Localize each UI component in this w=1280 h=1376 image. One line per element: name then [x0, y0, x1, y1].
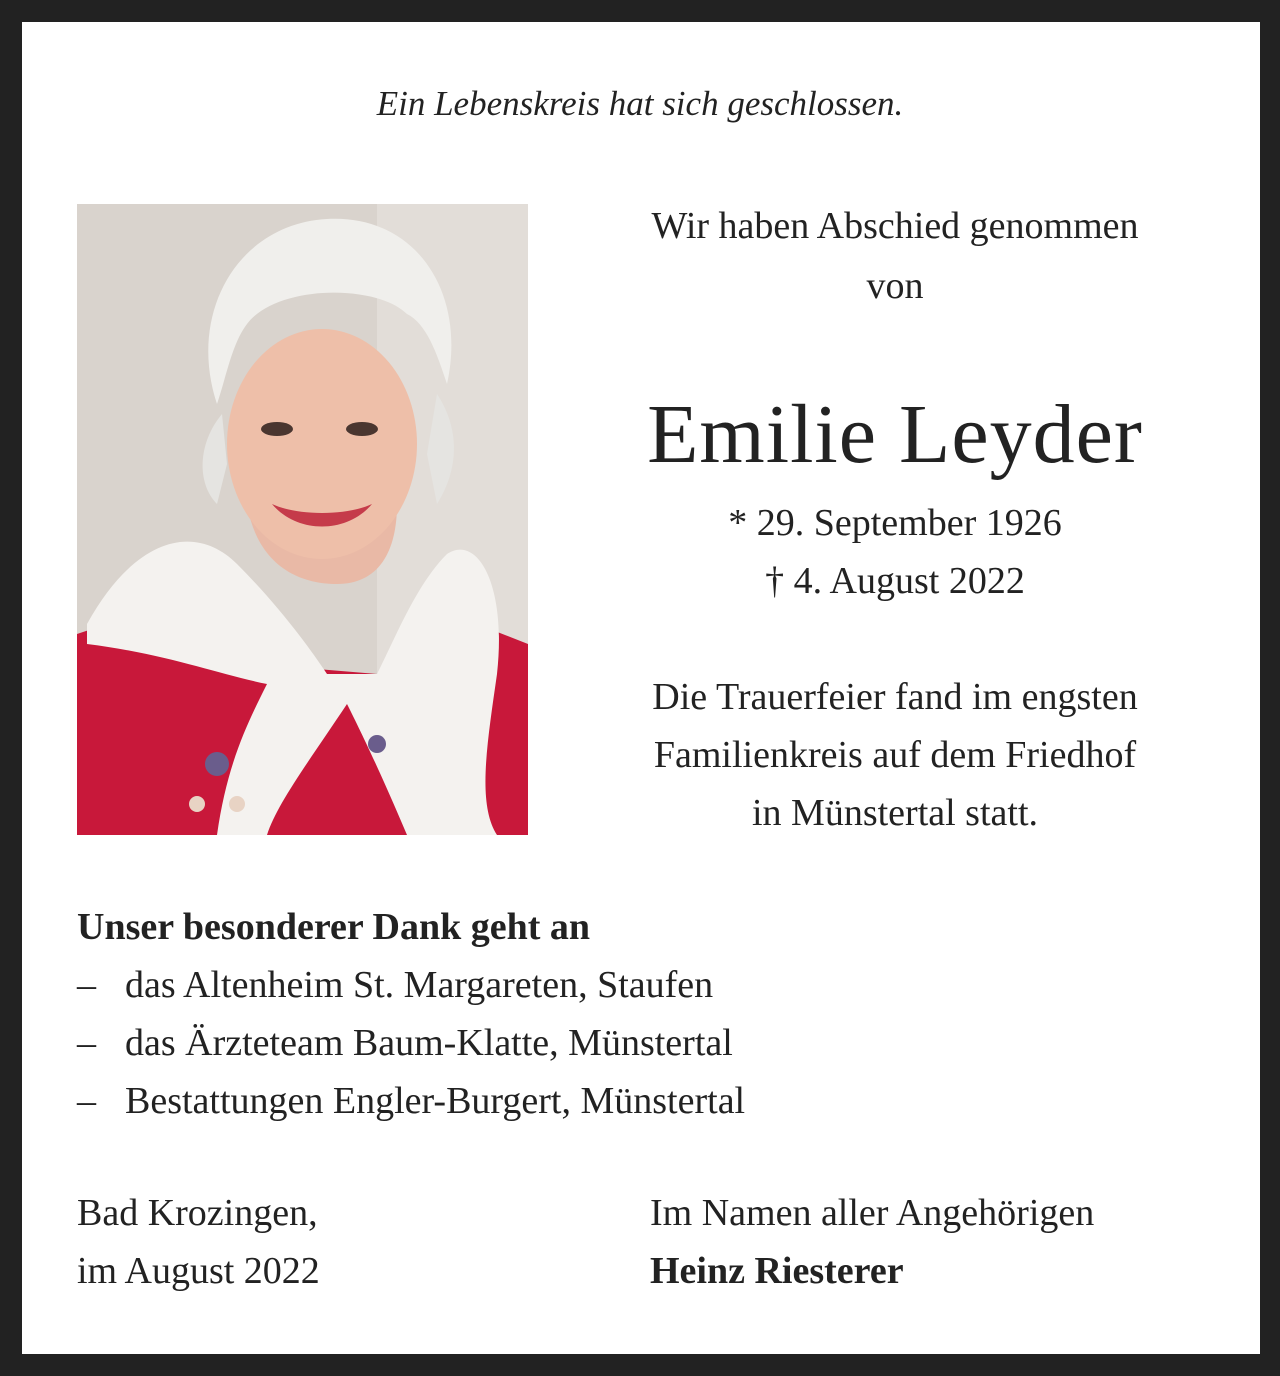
portrait-photo	[77, 204, 528, 835]
thanks-item-text: das Altenheim St. Margareten, Staufen	[125, 964, 714, 1006]
death-date: † 4. August 2022	[765, 560, 1025, 602]
service-line-3: in Münstertal statt.	[751, 792, 1039, 834]
farewell-text	[560, 196, 1230, 316]
list-item	[77, 1014, 1217, 1072]
service-line-2: Familienkreis auf dem Friedhof	[653, 734, 1137, 776]
place-line-2: im August 2022	[77, 1250, 320, 1292]
signer-name: Heinz Riesterer	[650, 1250, 904, 1292]
farewell-line-1: Wir haben Abschied genommen	[651, 205, 1139, 247]
thanks-item-text: Bestattungen Engler-Burgert, Münstertal	[125, 1080, 746, 1122]
signature-block	[650, 1184, 1094, 1300]
life-dates	[560, 494, 1230, 610]
motto: Ein Lebenskreis hat sich geschlossen.	[376, 84, 904, 123]
service-notice	[560, 668, 1230, 842]
list-item	[77, 1072, 1217, 1130]
birth-date: * 29. September 1926	[728, 502, 1062, 544]
thanks-item-text: das Ärzteteam Baum-Klatte, Münstertal	[125, 1022, 733, 1064]
dash-bullet: –	[77, 1022, 96, 1064]
place-date	[77, 1184, 320, 1300]
thanks-section	[77, 898, 1217, 1130]
thanks-title: Unser besonderer Dank geht an	[77, 906, 591, 948]
list-item	[77, 956, 1217, 1014]
thanks-list	[77, 956, 1217, 1130]
place-line-1: Bad Krozingen,	[77, 1192, 318, 1234]
dash-bullet: –	[77, 1080, 96, 1122]
service-line-1: Die Trauerfeier fand im engsten	[652, 676, 1138, 718]
deceased-name: Emilie Leyder	[647, 388, 1143, 481]
dash-bullet: –	[77, 964, 96, 1006]
signature-line-1: Im Namen aller Angehörigen	[650, 1192, 1095, 1234]
farewell-line-2: von	[866, 265, 924, 307]
